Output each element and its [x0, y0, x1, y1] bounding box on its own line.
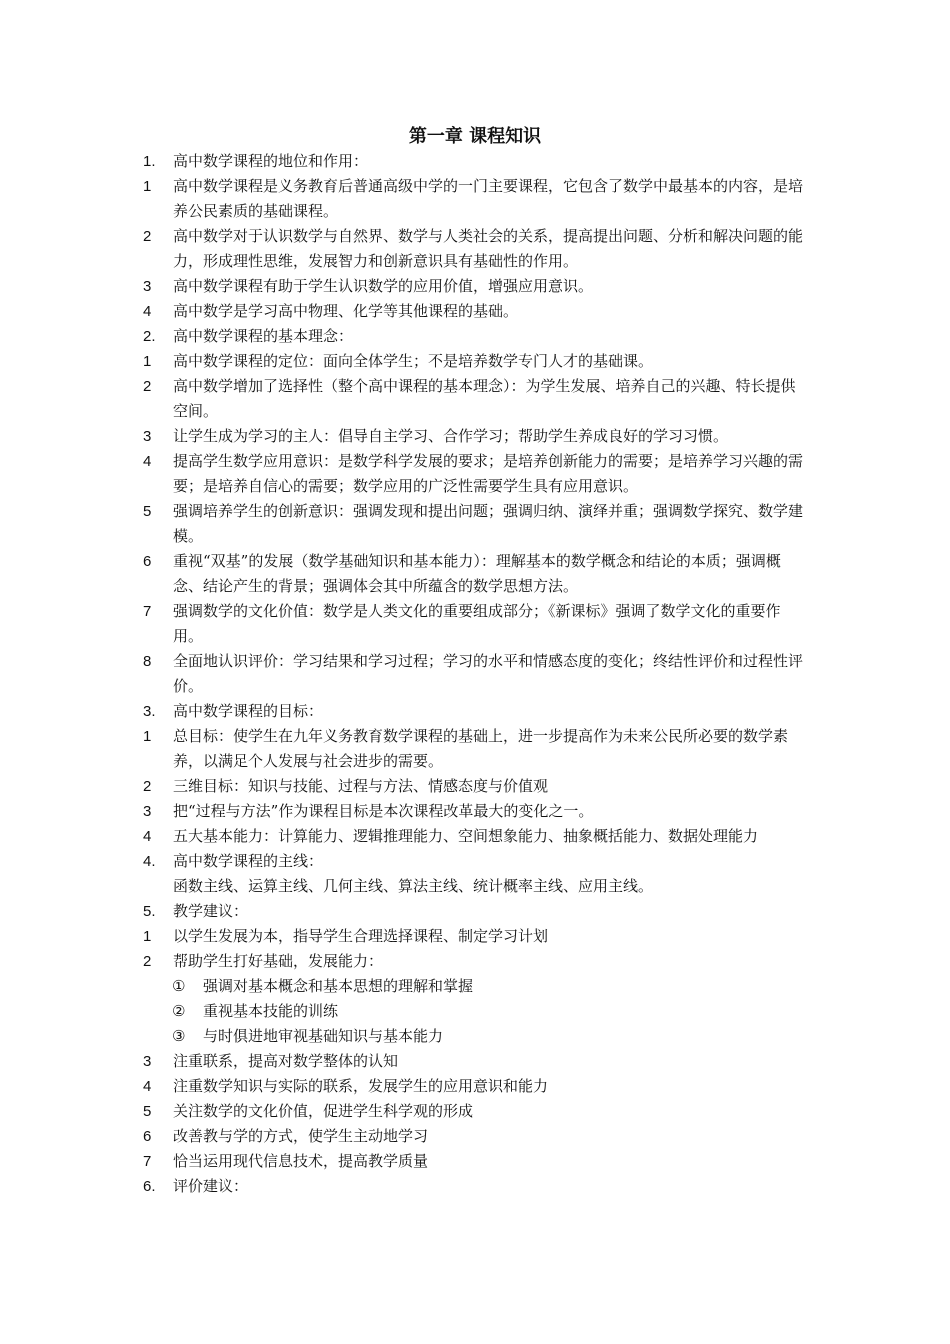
item-number: 5 [143, 1103, 152, 1120]
list-item [143, 774, 808, 799]
item-text: 注重联系，提高对数学整体的认知 [173, 1052, 399, 1070]
item-number: 7 [143, 603, 152, 620]
list-item [143, 324, 808, 349]
list-item [143, 799, 808, 824]
item-number: 1 [143, 928, 152, 945]
item-number: 4 [143, 1078, 152, 1095]
list-item [143, 449, 808, 499]
item-text: 高中数学增加了选择性（整个高中课程的基本理念）：为学生发展、培养自己的兴趣、特长提供空间。 [173, 377, 796, 420]
item-number: ③ [172, 1027, 186, 1045]
item-number: 4 [143, 453, 152, 470]
item-number: 1 [143, 353, 152, 370]
list-item [143, 499, 808, 549]
item-number: 3 [143, 278, 152, 295]
item-number: 4. [143, 853, 156, 870]
list-item [143, 149, 808, 174]
item-text: 注重数学知识与实际的联系，发展学生的应用意识和能力 [173, 1077, 549, 1095]
item-number: 3. [143, 703, 156, 720]
item-text: 高中数学课程的地位和作用： [173, 152, 369, 170]
item-text: 评价建议： [173, 1177, 249, 1195]
list-item [143, 1149, 808, 1174]
list-item [143, 274, 808, 299]
item-number: 2 [143, 953, 152, 970]
item-text: 重视基本技能的训练 [203, 1002, 339, 1020]
list-item [143, 874, 808, 899]
item-text: 高中数学课程的主线： [173, 852, 324, 870]
item-number: 2 [143, 378, 152, 395]
item-text: 高中数学对于认识数学与自然界、数学与人类社会的关系，提高提出问题、分析和解决问题的能力，形成理性思维，发展智力和创新意识具有基础性的作用。 [173, 227, 804, 270]
item-text: 以学生发展为本，指导学生合理选择课程、制定学习计划 [173, 927, 549, 945]
item-text: 帮助学生打好基础，发展能力： [173, 952, 384, 970]
list-item [143, 174, 808, 224]
item-number: ② [172, 1002, 186, 1020]
sub-list-item [143, 1024, 808, 1049]
item-text: 把“过程与方法”作为课程目标是本次课程改革最大的变化之一。 [173, 802, 594, 820]
item-number: 1. [143, 153, 156, 170]
item-text: 改善教与学的方式，使学生主动地学习 [173, 1127, 429, 1145]
list-item [143, 1174, 808, 1199]
item-text: 函数主线、运算主线、几何主线、算法主线、统计概率主线、应用主线。 [173, 877, 654, 895]
item-number: 5 [143, 503, 152, 520]
item-number: 2. [143, 328, 156, 345]
item-number: 6 [143, 553, 152, 570]
item-number: 3 [143, 1053, 152, 1070]
list-item [143, 824, 808, 849]
item-text: 高中数学课程的基本理念： [173, 327, 354, 345]
item-number: 7 [143, 1153, 152, 1170]
sub-list-item [143, 999, 808, 1024]
chapter-title: 第一章 课程知识 [408, 126, 542, 147]
list-item [143, 299, 808, 324]
item-number: 6. [143, 1178, 156, 1195]
item-text: 让学生成为学习的主人：倡导自主学习、合作学习；帮助学生养成良好的学习习惯。 [173, 427, 729, 445]
item-text: 高中数学课程有助于学生认识数学的应用价值，增强应用意识。 [173, 277, 594, 295]
list-item [143, 424, 808, 449]
list-item [143, 1074, 808, 1099]
item-text: 恰当运用现代信息技术，提高教学质量 [173, 1152, 429, 1170]
sub-list-item [143, 974, 808, 999]
item-number: 4 [143, 828, 152, 845]
item-text: 强调数学的文化价值：数学是人类文化的重要组成部分；《新课标》强调了数学文化的重要作用。 [173, 602, 781, 645]
list-item [143, 849, 808, 874]
item-number: 3 [143, 803, 152, 820]
list-item [143, 1099, 808, 1124]
list-item [143, 374, 808, 424]
item-text: 教学建议： [173, 902, 249, 920]
item-text: 强调对基本概念和基本思想的理解和掌握 [203, 977, 474, 995]
list-item [143, 1124, 808, 1149]
list-item [143, 224, 808, 274]
list-item [143, 349, 808, 374]
list-item [143, 549, 808, 599]
item-text: 高中数学课程的目标： [173, 702, 324, 720]
item-text: 高中数学课程的定位：面向全体学生；不是培养数学专门人才的基础课。 [173, 352, 654, 370]
list-item [143, 724, 808, 774]
item-text: 高中数学课程是义务教育后普通高级中学的一门主要课程，它包含了数学中最基本的内容，是培养公民素质的基础课程。 [173, 177, 804, 220]
item-text: 重视“双基”的发展（数学基础知识和基本能力）：理解基本的数学概念和结论的本质；强调概念、结论产生的背景；强调体会其中所蕴含的数学思想方法。 [173, 552, 781, 595]
list-item [143, 899, 808, 924]
item-number: 2 [143, 228, 152, 245]
item-number: ① [172, 977, 186, 995]
item-number: 5. [143, 903, 156, 920]
list-item [143, 924, 808, 949]
item-text: 与时俱进地审视基础知识与基本能力 [203, 1027, 444, 1045]
document-body [143, 149, 808, 1199]
list-item [143, 649, 808, 699]
item-text: 五大基本能力：计算能力、逻辑推理能力、空间想象能力、抽象概括能力、数据处理能力 [173, 827, 759, 845]
item-number: 1 [143, 728, 152, 745]
item-text: 关注数学的文化价值，促进学生科学观的形成 [173, 1102, 474, 1120]
item-number: 2 [143, 778, 152, 795]
list-item [143, 1049, 808, 1074]
item-number: 8 [143, 653, 152, 670]
item-text: 全面地认识评价：学习结果和学习过程；学习的水平和情感态度的变化；终结性评价和过程性评价。 [173, 652, 804, 695]
list-item [143, 599, 808, 649]
item-text: 提高学生数学应用意识：是数学科学发展的要求；是培养创新能力的需要；是培养学习兴趣的需要；是培养自信心的需要；数学应用的广泛性需要学生具有应用意识。 [173, 452, 804, 495]
item-text: 高中数学是学习高中物理、化学等其他课程的基础。 [173, 302, 519, 320]
item-number: 4 [143, 303, 152, 320]
item-number: 3 [143, 428, 152, 445]
item-text: 强调培养学生的创新意识：强调发现和提出问题；强调归纳、演绎并重；强调数学探究、数学建模。 [173, 502, 804, 545]
item-text: 三维目标：知识与技能、过程与方法、情感态度与价值观 [173, 777, 549, 795]
item-number: 1 [143, 178, 152, 195]
item-number: 6 [143, 1128, 152, 1145]
list-item [143, 699, 808, 724]
item-text: 总目标：使学生在九年义务教育数学课程的基础上，进一步提高作为未来公民所必要的数学素养，以满足个人发展与社会进步的需要。 [173, 727, 789, 770]
list-item [143, 949, 808, 974]
